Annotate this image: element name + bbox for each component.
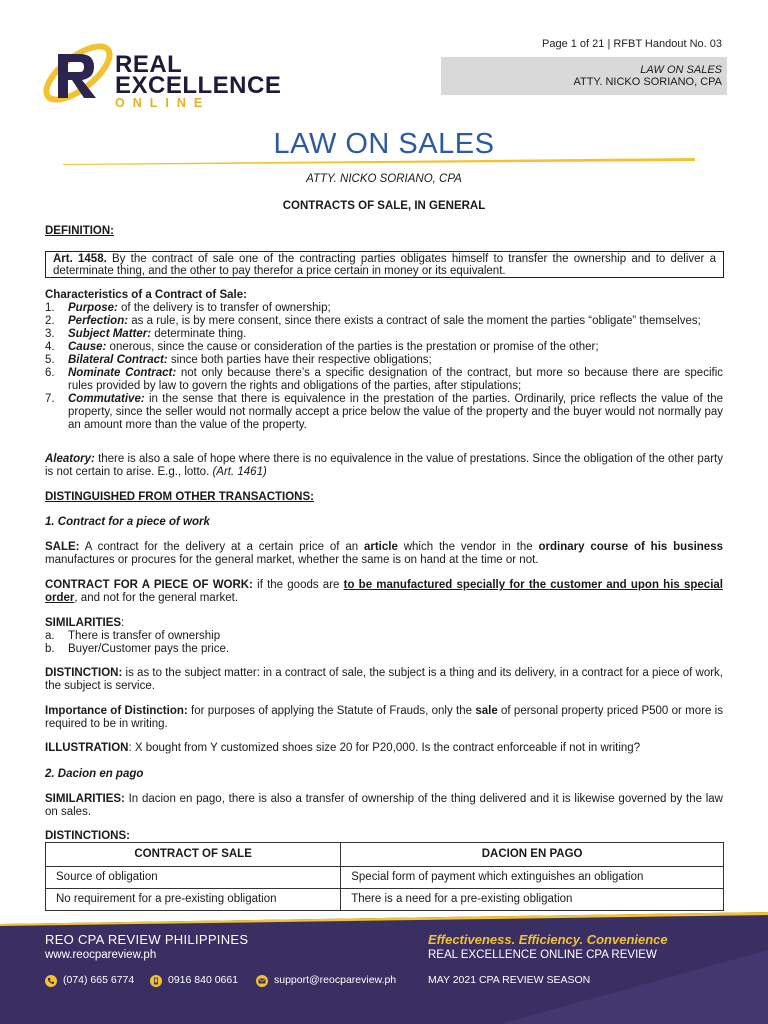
list-term: Perfection: [68, 315, 129, 327]
email-icon [256, 975, 268, 987]
list-item [45, 302, 723, 315]
aleatory-ref: (Art. 1461) [212, 466, 267, 478]
subheading-dacion: 2. Dacion en pago [45, 768, 144, 780]
list-item [45, 630, 723, 643]
sale-text: A contract for the delivery at a certain price of an [79, 541, 364, 553]
footer-org: REO CPA REVIEW PHILIPPINES [45, 932, 249, 947]
list-text: Buyer/Customer pays the price. [68, 643, 230, 655]
footer-phone [45, 974, 134, 987]
list-term: Commutative: [68, 393, 145, 405]
importance-emphasis: sale [475, 705, 498, 717]
page-title: LAW ON SALES [273, 128, 495, 160]
list-item [45, 328, 723, 341]
section-heading: CONTRACTS OF SALE, IN GENERAL [282, 200, 486, 212]
mobile-icon [150, 975, 162, 987]
list-text: since both parties have their respective obligations; [167, 354, 432, 366]
sale-paragraph [45, 541, 723, 567]
brand-line-online: ONLINE [115, 96, 211, 110]
table-cell: There is a need for a pre-existing obligation [341, 889, 724, 911]
table-header-row [46, 843, 724, 867]
sale-text: which the vendor in the [397, 541, 539, 553]
brand-wordmark [115, 51, 282, 110]
brand-logo [36, 36, 116, 108]
characteristics-list [45, 302, 723, 432]
importance-text: of personal property priced P500 or more is required to be in writing. [45, 705, 723, 730]
list-number: 6. [45, 367, 55, 379]
distinction-label: DISTINCTION: [45, 667, 123, 679]
list-text: There is transfer of ownership [68, 630, 221, 642]
sale-label: SALE: [45, 541, 80, 553]
definition-heading: DEFINITION: [45, 225, 114, 237]
sale-text: manufactures or procures for the general market, whether the same is on hand at the time or not. [45, 554, 539, 566]
phone-number: (074) 665 6774 [63, 974, 135, 986]
subheading-piece-of-work: 1. Contract for a piece of work [45, 516, 210, 528]
importance-paragraph [45, 705, 723, 731]
list-number: 4. [45, 341, 55, 353]
header-box-author: ATTY. NICKO SORIANO, CPA [573, 76, 722, 88]
similarities-label: SIMILARITIES [45, 617, 122, 629]
list-number: 5. [45, 354, 55, 366]
list-item [45, 315, 723, 328]
footer-band [0, 910, 768, 1024]
table-row [46, 889, 724, 911]
distinction-paragraph [45, 667, 723, 693]
footer-program: REAL EXCELLENCE ONLINE CPA REVIEW [428, 949, 657, 961]
piece-of-work-paragraph [45, 579, 723, 605]
list-number: 2. [45, 315, 55, 327]
similarities-dacion-text: In dacion en pago, there is also a transfer of ownership of the thing delivered and it is likewise governed by the law on sales. [45, 793, 723, 818]
distinction-text: is as to the subject matter: in a contract of sale, the subject is a thing and its delivery, in a contract for a piece of work, the subject is service. [45, 667, 723, 692]
aleatory-term: Aleatory: [45, 453, 95, 465]
list-text: onerous, since the cause or consideration of the parties is the prestation or promise of the other; [106, 341, 599, 353]
illustration-label: ILLUSTRATION [45, 742, 129, 754]
list-term: Bilateral Contract: [68, 354, 168, 366]
list-letter: a. [45, 630, 55, 642]
table-cell: Special form of payment which extinguishes an obligation [341, 867, 724, 889]
list-letter: b. [45, 643, 55, 655]
list-item [45, 643, 723, 656]
title-underline [63, 158, 695, 165]
illustration-paragraph [45, 742, 723, 755]
distinctions-heading: DISTINCTIONS: [45, 830, 130, 842]
sale-emphasis: ordinary course of his business [538, 541, 723, 553]
similarities-colon: : [121, 617, 125, 629]
list-term: Purpose: [68, 302, 118, 314]
list-text: in the sense that there is equivalence in the prestation of the parties. Ordinarily, price reflects the value of the property, since the seller would not normally accept a price below the value of the property and the buyer would not normally pay an amount more than the value of the property. [68, 393, 723, 431]
list-item [45, 341, 723, 354]
list-item [45, 354, 723, 367]
sale-emphasis: article [363, 541, 398, 553]
footer-season: MAY 2021 CPA REVIEW SEASON [428, 974, 591, 986]
similarities-dacion-label: SIMILARITIES: [45, 793, 125, 805]
list-item [45, 393, 723, 432]
table-header: CONTRACT OF SALE [46, 843, 341, 867]
illustration-text: : X bought from Y customized shoes size 20 for P20,000. Is the contract enforceable if not in writing? [128, 742, 641, 754]
article-label: Art. 1458. [53, 253, 107, 265]
table-header: DACION EN PAGO [341, 843, 724, 867]
brand-line-excellence: EXCELLENCE [115, 72, 282, 99]
header-info-box [441, 57, 727, 95]
cpw-label: CONTRACT FOR A PIECE OF WORK: [45, 579, 253, 591]
cpw-text: , and not for the general market. [74, 592, 239, 604]
article-1458-box [45, 251, 724, 278]
table-row [46, 867, 724, 889]
list-term: Subject Matter: [68, 328, 152, 340]
list-text: determinate thing. [151, 328, 247, 340]
mobile-number: 0916 840 0661 [168, 974, 239, 986]
importance-text: for purposes of applying the Statute of Frauds, only the [187, 705, 476, 717]
aleatory-text: there is also a sale of hope where there is no equivalence in the value of prestations. Since the obligation of the other party is not certain to arise. E.g., lotto. [45, 453, 723, 478]
similarities-dacion-paragraph [45, 793, 723, 819]
page-info: Page 1 of 21 | RFBT Handout No. 03 [542, 38, 722, 50]
list-number: 7. [45, 393, 55, 405]
distinctions-table [45, 842, 724, 911]
aleatory-paragraph [45, 453, 723, 479]
table-cell: No requirement for a pre-existing obligation [46, 889, 341, 911]
cpw-text: if the goods are [252, 579, 344, 591]
email-address[interactable]: support@reocpareview.ph [274, 974, 397, 986]
phone-icon [45, 975, 57, 987]
list-text: of the delivery is to transfer of ownership; [117, 302, 331, 314]
footer-email [256, 974, 396, 987]
header-box-title: LAW ON SALES [640, 64, 722, 76]
list-term: Cause: [68, 341, 107, 353]
list-item [45, 367, 723, 393]
distinguished-heading: DISTINGUISHED FROM OTHER TRANSACTIONS: [45, 491, 314, 503]
similarities-heading [45, 617, 723, 630]
brand-line-real: REAL [115, 51, 183, 78]
list-text: not only because there’s a specific designation of the contract, but more so because there are specific rules provided by law to govern the rights and obligations of the parties, after stipulations; [68, 367, 723, 392]
page-footer [0, 910, 768, 1024]
author-line: ATTY. NICKO SORIANO, CPA [306, 173, 462, 185]
footer-tagline: Effectiveness. Efficiency. Convenience [428, 932, 668, 947]
footer-mobile [150, 974, 238, 987]
similarities-list [45, 630, 723, 656]
importance-label: Importance of Distinction: [45, 705, 188, 717]
footer-website[interactable]: www.reocpareview.ph [45, 949, 157, 961]
list-term: Nominate Contract: [68, 367, 177, 379]
table-cell: Source of obligation [46, 867, 341, 889]
list-text: as a rule, is by mere consent, since there exists a contract of sale the moment the parties “obligate” themselves; [128, 315, 701, 327]
characteristics-heading: Characteristics of a Contract of Sale: [45, 289, 247, 301]
list-number: 3. [45, 328, 55, 340]
cpw-emphasis: to be manufactured specially for the customer and upon his special order [45, 579, 723, 604]
list-number: 1. [45, 302, 55, 314]
article-text: By the contract of sale one of the contracting parties obligates himself to transfer the ownership and to deliver a determinate thing, and the other to pay therefor a price certain in money or its equivalent. [53, 253, 716, 277]
